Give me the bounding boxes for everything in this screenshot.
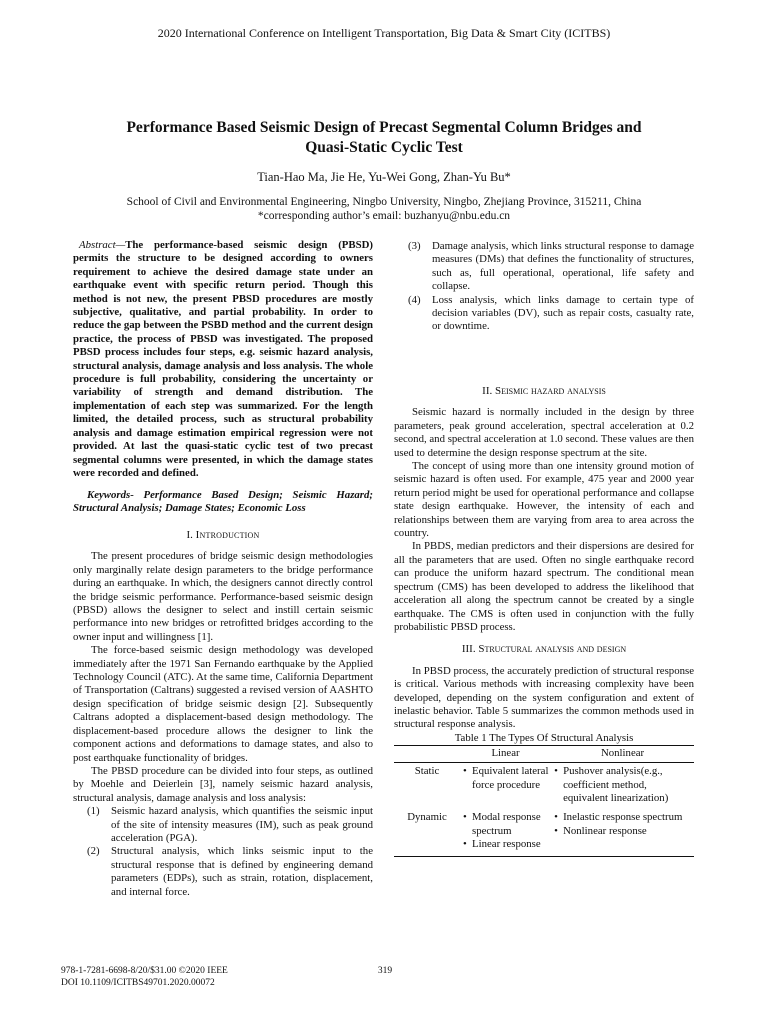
pbsd-steps-list	[73, 805, 373, 899]
hazard-paragraph-2: The concept of using more than one intensity ground motion of seismic hazard is often used. For example, 475 year and 2000 year return period might be used for operational performance and collapse state design earthquake. However, the intensity of each and relationships between them are varying from area to area across the country.	[394, 460, 694, 540]
row-label: Dynamic	[394, 809, 460, 856]
affiliation-block	[0, 195, 768, 223]
abstract-body: The performance-based seismic design (PBSD) permits the structure to be designed according to owners requirement to achieve the desired damage state under an earthquake event with specific return period. Though this method is not new, the present PBSD procedures are mostly subjective, qualitative, and partial probability. In order to reduce the gap between the PSBD method and the current design practice, the process of PBSD was investigated. The proposed PBSD process includes four steps, e.g. seismic hazard analysis, structural analysis, damage analysis and loss analysis. The whole procedure is full probability, considering the uncertainty or variability of strength and demand distribution. The implementation of each step was summarized. For the length limited, the detailed process, such as structural probability analysis and damage estimation empirical regression were not provided. At last the quasi-static cyclic test of two precast segmental columns were presented, in which the damage states were recorded and defined.	[73, 239, 373, 479]
section-number: I.	[186, 529, 193, 541]
table-cell	[551, 763, 694, 810]
section-heading-introduction	[73, 529, 373, 542]
table-row	[394, 809, 694, 856]
hazard-paragraph-1: Seismic hazard is normally included in the design by three parameters, peak ground acceleration, spectral acceleration at 0.2 second, and spectral acceleration at 1.0 second. These values are then used to determine the design response spectrum at the site.	[394, 406, 694, 459]
abstract-lead: Abstract—	[79, 239, 126, 251]
table-header-cell: Nonlinear	[551, 746, 694, 763]
list-item: (4) Loss analysis, which links damage to certain type of decision variables (DV), such as repair costs, casualty rate, or downtime.	[408, 293, 694, 333]
list-item: (3) Damage analysis, which links structural response to damage measures (DMs) that defines the functionality of structures, such as, full operational, operational, life safety and collapse.	[408, 240, 694, 293]
table-row	[394, 763, 694, 810]
paper-title	[80, 118, 688, 158]
section-heading-seismic-hazard	[394, 385, 694, 398]
intro-paragraph-2: The force-based seismic design methodology was developed immediately after the 1971 San Fernando earthquake by the Applied Technology Council (ATC). At the same time, California Department of Transportation (Caltrans) suggested a revised version of AASHTO design specification of bridge seismic design [2]. Subsequently Caltrans adopted a displacement-based design methodology. The displacement-based procedure allows the designer to link the component actions and deformations to damage states, and also to post earthquake functionality of bridges.	[73, 644, 373, 764]
affiliation: School of Civil and Environmental Engineering, Ningbo University, Ningbo, Zhejiang Province, 315211, China	[126, 196, 642, 208]
list-item: • Nonlinear response	[554, 824, 647, 837]
structural-paragraph-1: In PBSD process, the accurately prediction of structural response is critical. Various methods with increasing complexity have been developed, depending on the system configuration and extent of inelastic behavior. Table 5 summarizes the common methods used in structural response analysis.	[394, 664, 694, 731]
list-item: • Equivalent lateral force procedure	[463, 765, 549, 791]
page-number: 319	[377, 966, 393, 976]
table-header-cell	[394, 746, 460, 763]
list-item: • Linear response	[463, 838, 541, 851]
table-cell	[460, 809, 551, 856]
section-number: III.	[461, 643, 476, 656]
intro-paragraph-1: The present procedures of bridge seismic design methodologies only marginally relate design parameters to the bridge performance during an earthquake. In which, the designers cannot directly control the bridge seismic performance. Performance-based seismic design (PBSD) allows the designer to select and instill certain seismic performance into new bridges or retrofitted bridges according to the owner input and willingness [1].	[73, 550, 373, 643]
corresponding-email: *corresponding author’s email: buzhanyu@nbu.edu.cn	[257, 210, 511, 222]
table-header-row	[394, 746, 694, 763]
section-heading-structural	[394, 643, 694, 656]
conference-header: 2020 International Conference on Intelligent Transportation, Big Data & Smart City (ICITBS)	[157, 26, 611, 40]
table-cell	[551, 809, 694, 856]
list-item: (2) Structural analysis, which links seismic input to the structural response that is defined by engineering demand parameters (EDPs), such as strain, rotation, displacement, and internal force.	[87, 845, 373, 898]
section-introduction	[73, 529, 373, 899]
author-list: Tian-Hao Ma, Jie He, Yu-Wei Gong, Zhan-Yu Bu*	[257, 170, 511, 184]
intro-paragraph-3: The PBSD procedure can be divided into four steps, as outlined by Moehle and Deierlein [3], namely seismic hazard analysis, structural analysis, damage analysis and loss analysis:	[73, 764, 373, 804]
pbsd-steps-list-continued	[394, 240, 694, 334]
hazard-paragraph-3: In PBDS, median predictors and their dispersions are desired for all the parameters that are used. Often no single earthquake record can produce the uniform hazard spectrum. The conditional mean spectrum (CMS) has been developed to address the likelihood that acceleration all along the spectrum cannot be created by a single earthquake. The CMS is often used in conjunction with the fully probabilistic PBSD process.	[394, 540, 694, 633]
row-label: Static	[414, 765, 440, 778]
section-number: II.	[482, 385, 493, 397]
keywords: Keywords- Performance Based Design; Seismic Hazard; Structural Analysis; Damage States; Economic Loss	[73, 489, 373, 515]
section-title: Introduction	[195, 529, 260, 541]
section-title: Seismic hazard analysis	[495, 385, 606, 397]
isbn-line: 978-1-7281-6698-8/20/$31.00 ©2020 IEEE	[61, 966, 228, 976]
right-column	[394, 240, 694, 334]
section-seismic-hazard	[394, 385, 694, 857]
list-item: • Modal response spectrum	[463, 811, 541, 837]
title-line-1: Performance Based Seismic Design of Precast Segmental Column Bridges and	[126, 119, 642, 136]
list-item: (1) Seismic hazard analysis, which quantifies the seismic input of the site of intensity measures (IM), such as peak ground acceleration (PGA).	[87, 805, 373, 844]
table-caption: Table 1 The Types Of Structural Analysis	[454, 731, 634, 744]
footer-identifiers	[61, 966, 361, 989]
structural-analysis-table	[394, 745, 694, 856]
table-cell	[460, 763, 551, 810]
list-item: • Pushover analysis(e.g., coefficient method, equivalent linearization)	[554, 765, 669, 804]
doi-line: DOI 10.1109/ICITBS49701.2020.00072	[61, 977, 215, 988]
title-line-2: Quasi-Static Cyclic Test	[305, 139, 463, 156]
table-header-cell: Linear	[460, 746, 551, 763]
section-title: Structural analysis and design	[478, 643, 627, 656]
abstract	[73, 239, 373, 480]
list-item: • Inelastic response spectrum	[554, 811, 683, 824]
